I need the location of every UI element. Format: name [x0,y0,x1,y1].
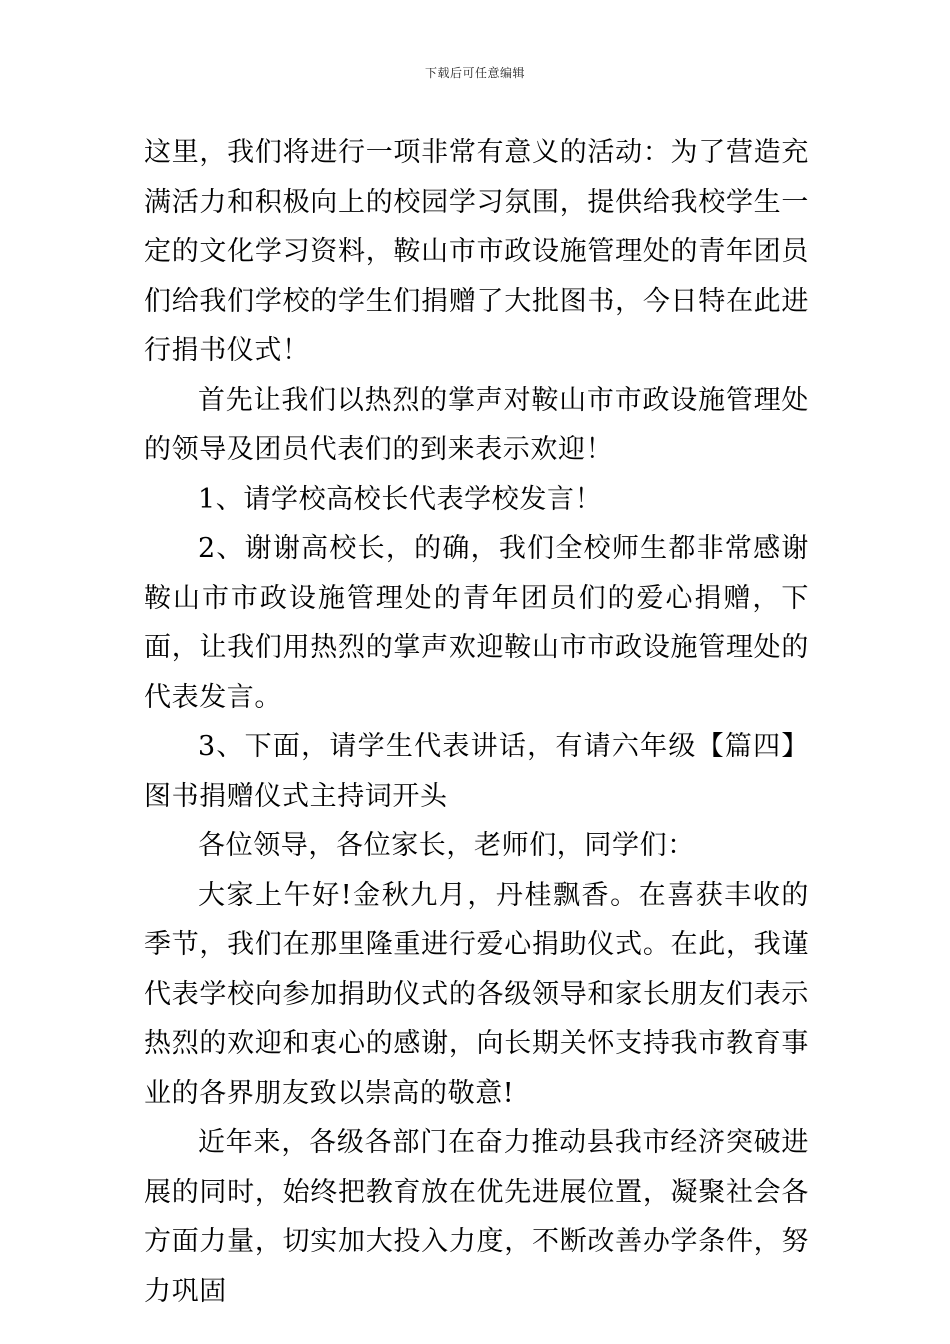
paragraph-item-2: 2、谢谢高校长，的确，我们全校师生都非常感谢鞍山市市政设施管理处的青年团员们的爱心捐赠，下面，让我们用热烈的掌声欢迎鞍山市市政设施管理处的代表发言。 [144,533,809,713]
paragraph-item-1: 1、请学校高校长代表学校发言！ [198,483,603,515]
paragraph-welcome: 首先让我们以热烈的掌声对鞍山市市政设施管理处的领导及团员代表们的到来表示欢迎！ [144,384,809,465]
page-header-note: 下载后可任意编辑 [424,66,525,80]
paragraph-greeting: 大家上午好!金秋九月，丹桂飘香。在喜获丰收的季节，我们在那里隆重进行爱心捐助仪式。在此，我谨代表学校向参加捐助仪式的各级领导和家长朋友们表示热烈的欢迎和衷心的感谢，向长期关怀支持我市教育事业的各界朋友致以崇高的敬意! [144,879,809,1109]
paragraph-salutation: 各位领导，各位家长，老师们，同学们： [198,830,695,861]
document-body [144,128,809,1316]
paragraph-item-3: 3、下面，请学生代表讲话，有请六年级【篇四】图书捐赠仪式主持词开头 [144,731,809,812]
paragraph-intro: 这里，我们将进行一项非常有意义的活动：为了营造充满活力和积极向上的校园学习氛围，提供给我校学生一定的文化学习资料，鞍山市市政设施管理处的青年团员们给我们学校的学生们捐赠了大批图书，今日特在此进行捐书仪式！ [144,137,809,366]
paragraph-recent-years: 近年来，各级各部门在奋力推动县我市经济突破进展的同时，始终把教育放在优先进展位置，凝聚社会各方面力量，切实加大投入力度，不断改善办学条件，努力巩固 [144,1127,809,1307]
